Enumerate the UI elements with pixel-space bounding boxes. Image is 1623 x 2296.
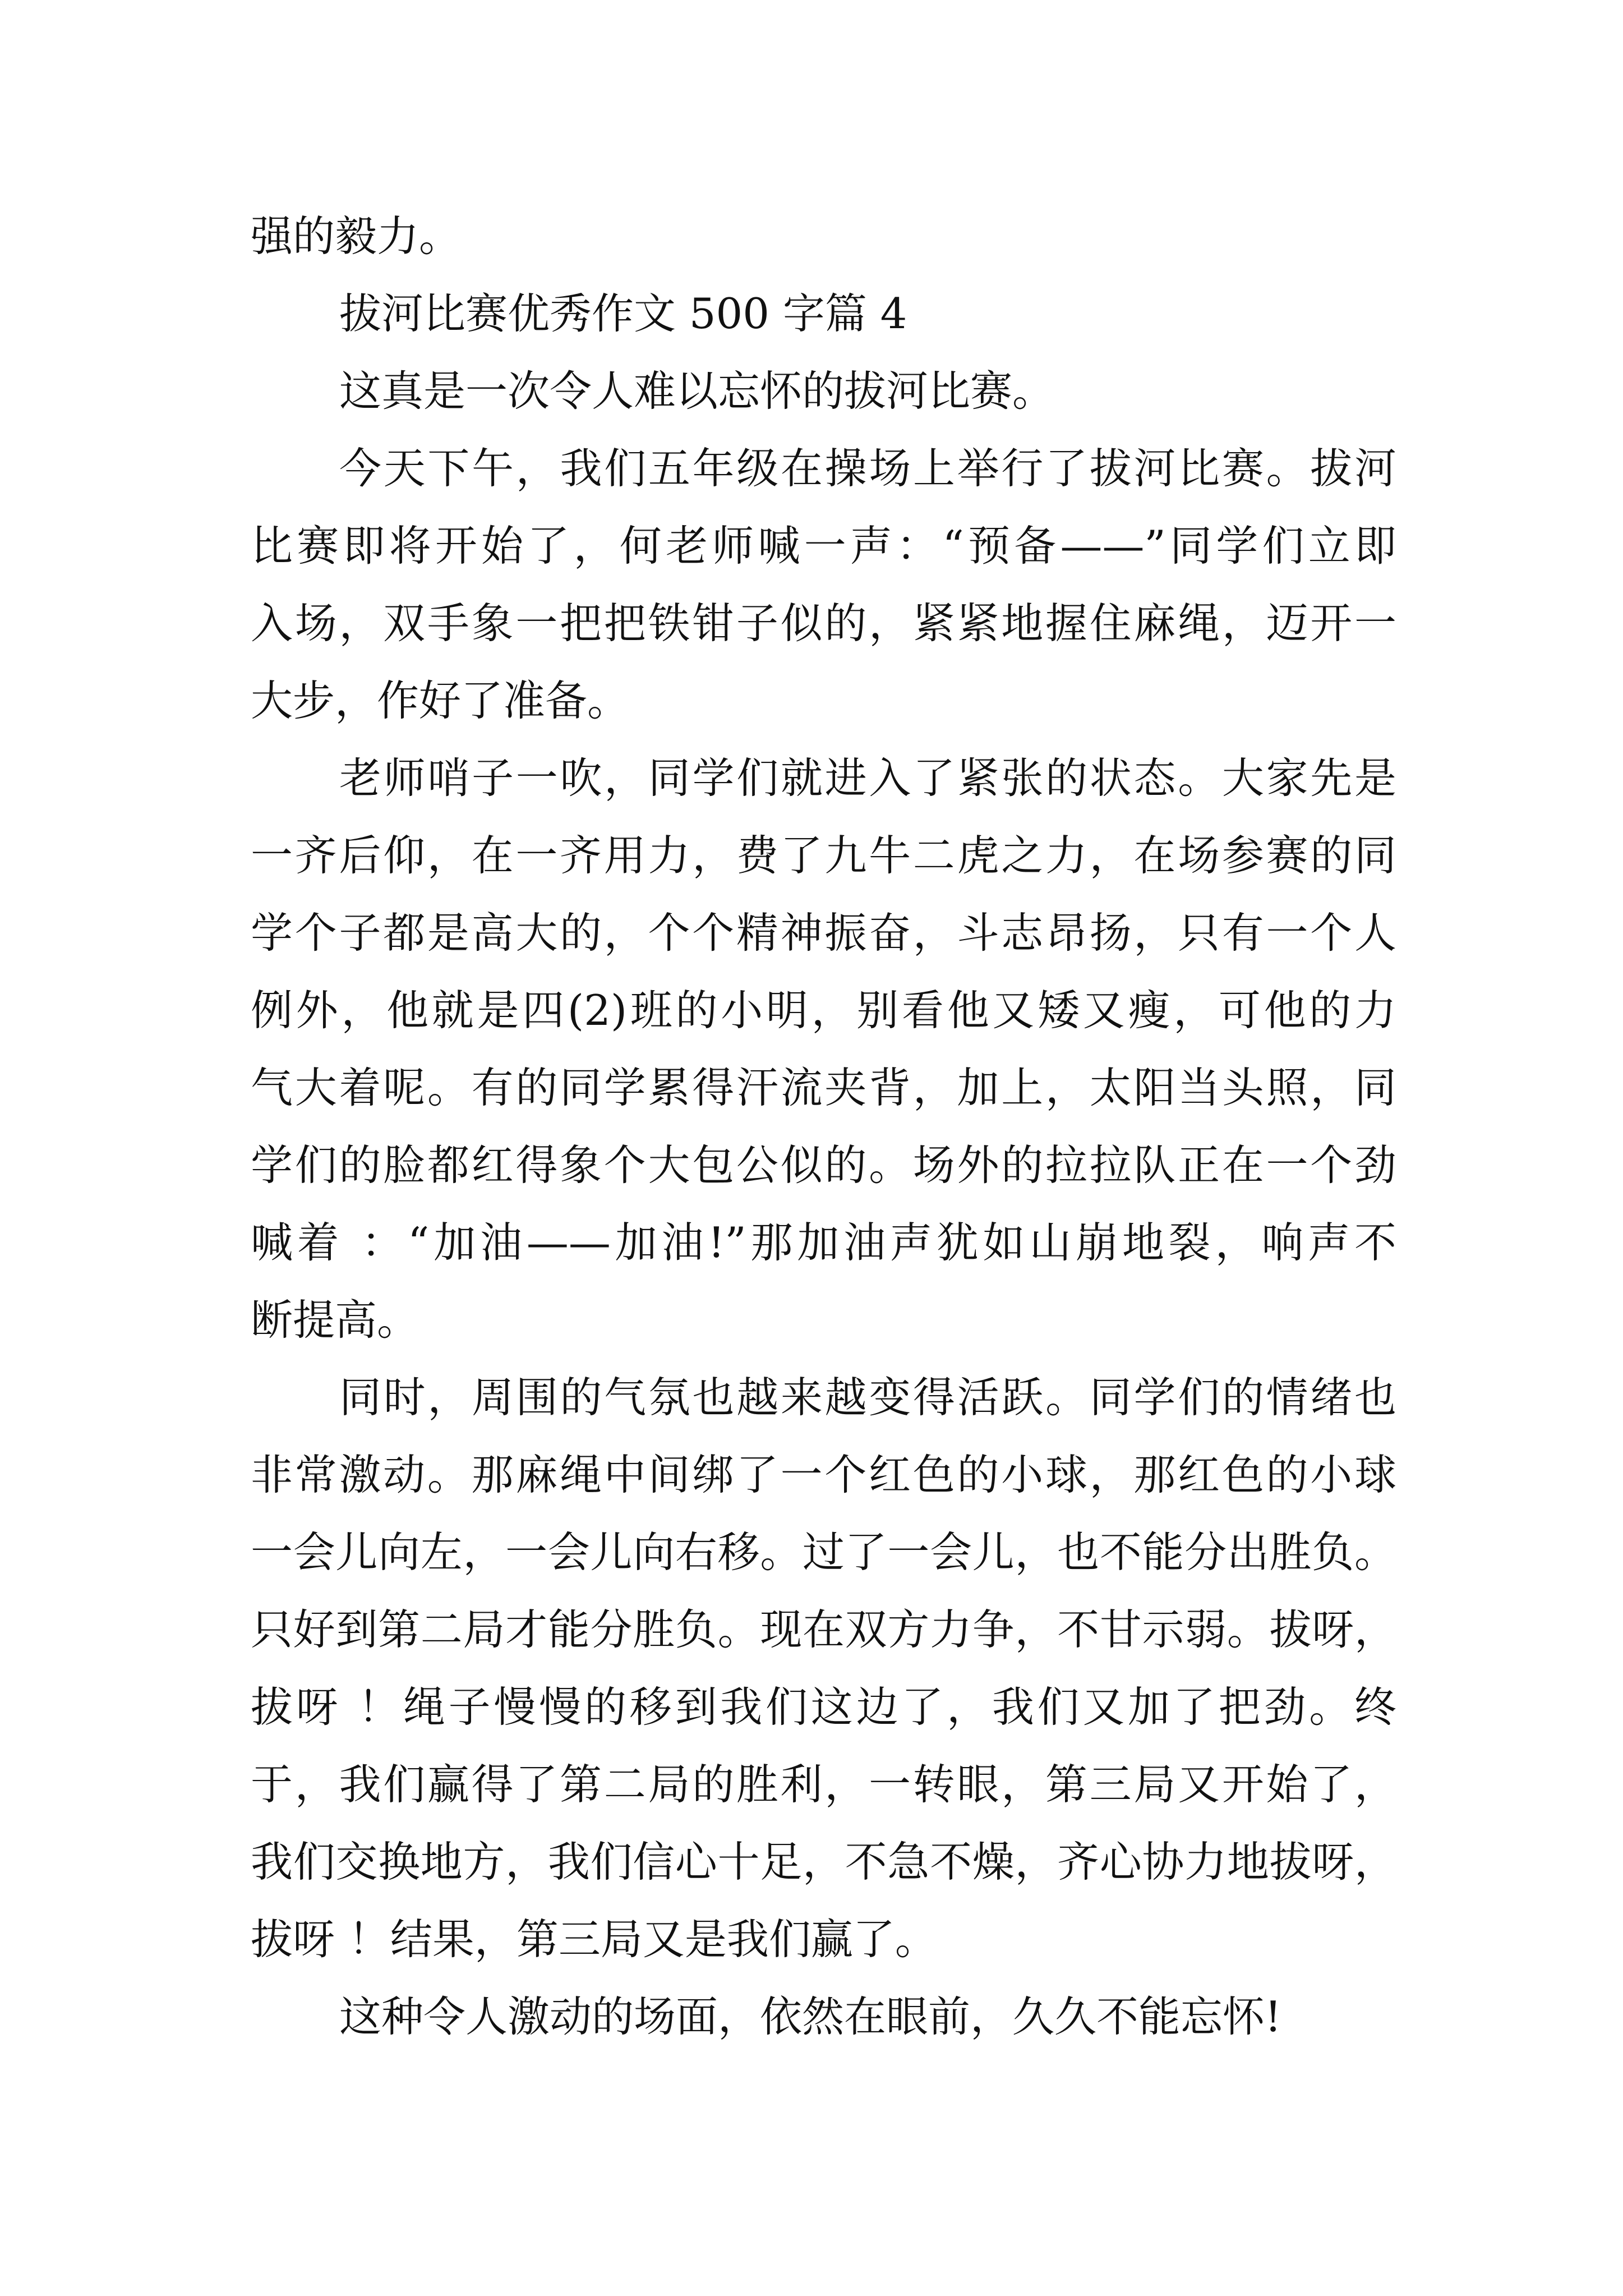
paragraph bbox=[251, 1359, 1396, 1978]
paragraph-line: 断提高。 bbox=[251, 1295, 419, 1345]
paragraph-line: 拔呀 ！结果，第三局又是我们赢了。 bbox=[251, 1915, 937, 1964]
paragraph-line: 这种令人激动的场面，依然在眼前，久久不能忘怀! bbox=[339, 1992, 1282, 2041]
paragraph-line: 气大着呢。有的同学累得汗流夹背，加上，太阳当头照，同 bbox=[251, 1063, 1396, 1112]
paragraph-line: 比赛即将开始了，何老师喊一声：“预备——”同学们立即 bbox=[251, 521, 1396, 570]
paragraph-line: 我们交换地方，我们信心十足，不急不燥，齐心协力地拔呀， bbox=[251, 1837, 1396, 1887]
paragraph-line: 学个子都是高大的，个个精神振奋，斗志昂扬，只有一个人 bbox=[251, 908, 1396, 958]
paragraph bbox=[251, 352, 1396, 430]
section-title bbox=[251, 275, 1396, 352]
paragraph bbox=[251, 430, 1396, 739]
paragraph-line: 只好到第二局才能分胜负。现在双方力争，不甘示弱。拔呀， bbox=[251, 1605, 1396, 1654]
paragraph bbox=[251, 1978, 1396, 2055]
paragraph-line: 例外，他就是四(2)班的小明，别看他又矮又瘦，可他的力 bbox=[251, 986, 1396, 1035]
paragraph-line: 于，我们赢得了第二局的胜利，一转眼，第三局又开始了， bbox=[251, 1760, 1396, 1809]
paragraph-line: 一齐后仰，在一齐用力，费了九牛二虎之力，在场参赛的同 bbox=[251, 831, 1396, 880]
paragraph-line: 同时，周围的气氛也越来越变得活跃。同学们的情绪也 bbox=[339, 1373, 1396, 1422]
paragraph-line: 入场，双手象一把把铁钳子似的，紧紧地握住麻绳，迈开一 bbox=[251, 599, 1396, 648]
paragraph bbox=[251, 197, 1396, 275]
document-body bbox=[251, 197, 1396, 2055]
paragraph-line: 喊着 ：“加油——加油!”那加油声犹如山崩地裂，响声不 bbox=[251, 1218, 1396, 1267]
paragraph-line: 学们的脸都红得象个大包公似的。场外的拉拉队正在一个劲 bbox=[251, 1140, 1396, 1190]
paragraph-line: 一会儿向左，一会儿向右移。过了一会儿，也不能分出胜负。 bbox=[251, 1527, 1396, 1577]
paragraph-line: 大步，作好了准备。 bbox=[251, 676, 630, 725]
paragraph bbox=[251, 739, 1396, 1359]
paragraph-line: 非常激动。那麻绳中间绑了一个红色的小球，那红色的小球 bbox=[251, 1450, 1396, 1499]
paragraph-line: 老师哨子一吹，同学们就进入了紧张的状态。大家先是 bbox=[339, 753, 1396, 803]
paragraph-line: 拔呀 ！绳子慢慢的移到我们这边了，我们又加了把劲。终 bbox=[251, 1682, 1396, 1732]
paragraph-line: 这真是一次令人难以忘怀的拔河比赛。 bbox=[339, 366, 1055, 416]
paragraph-line: 强的毅力。 bbox=[251, 211, 462, 261]
paragraph-line: 今天下午，我们五年级在操场上举行了拔河比赛。拔河 bbox=[339, 444, 1396, 493]
section-title-text: 拔河比赛优秀作文 500 字篇 4 bbox=[339, 289, 907, 338]
